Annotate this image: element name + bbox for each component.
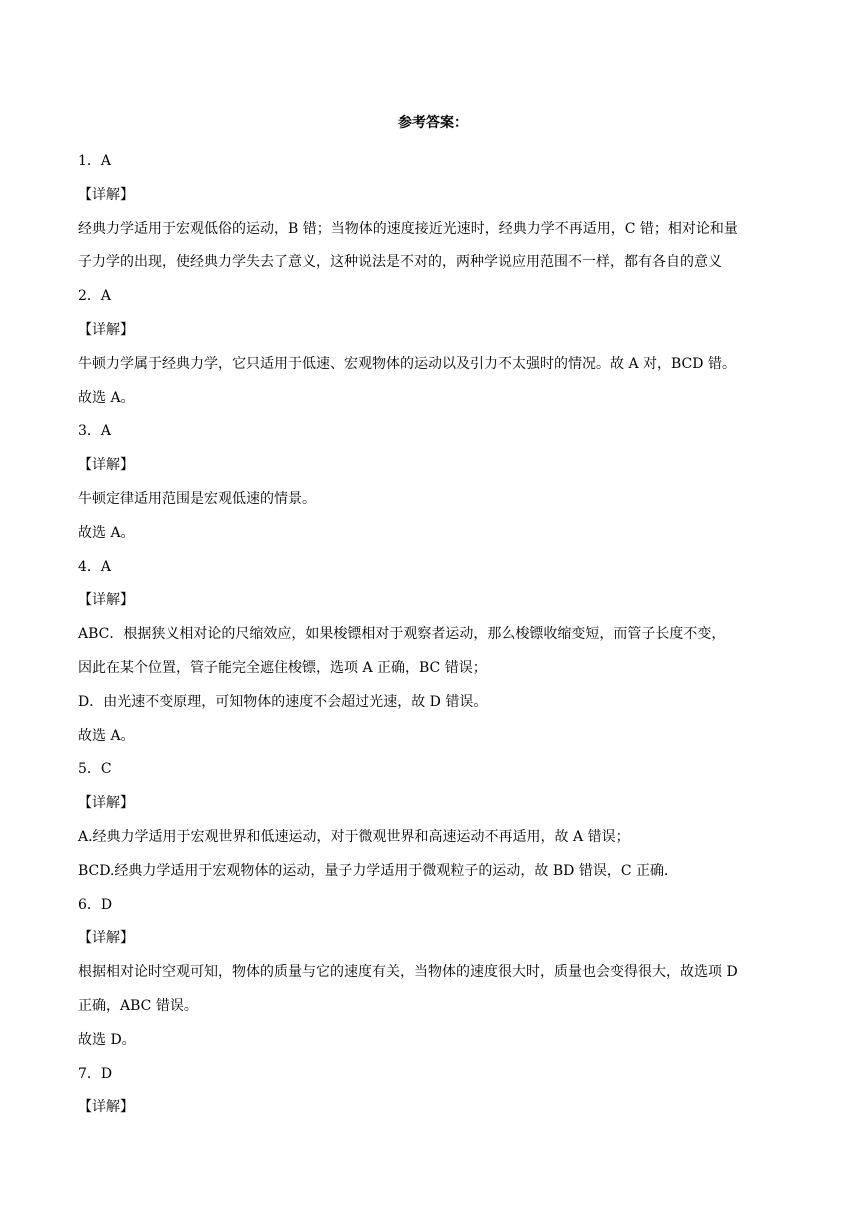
q1-detail-heading: 【详解】 [78,186,134,203]
q4-explanation-line: 因此在某个位置，管子能完全遮住梭镖，选项 A 正确，BC 错误； [78,659,487,676]
q5-explanation-line: BCD.经典力学适用于宏观物体的运动，量子力学适用于微观粒子的运动，故 BD 错误，C 正确． [78,862,679,879]
q5-number: 5．C [78,761,112,778]
q2-number: 2．A [78,288,112,305]
q2-detail-heading: 【详解】 [78,321,134,338]
q3-conclusion: 故选 A。 [78,524,135,541]
q5-detail-heading: 【详解】 [78,795,134,812]
q6-explanation-line: 正确，ABC 错误。 [78,997,198,1014]
q6-conclusion: 故选 D。 [78,1031,136,1048]
q2-conclusion: 故选 A。 [78,389,135,406]
q7-number: 7．D [78,1065,113,1082]
page-title: 参考答案： [398,115,468,131]
q3-number: 3．A [78,423,112,440]
q4-number: 4．A [78,558,112,575]
q3-explanation-line: 牛顿定律适用范围是宏观低速的情景。 [78,490,316,507]
q4-conclusion: 故选 A。 [78,727,135,744]
q1-number: 1．A [78,153,112,169]
q6-detail-heading: 【详解】 [78,930,134,947]
q4-explanation-line: D．由光速不变原理，可知物体的速度不会超过光速，故 D 错误。 [78,693,488,710]
q7-detail-heading: 【详解】 [78,1099,134,1116]
q6-number: 6．D [78,896,113,913]
q4-detail-heading: 【详解】 [78,592,134,609]
answer-body [78,145,788,1125]
q6-explanation-line: 根据相对论时空观可知，物体的质量与它的速度有关，当物体的速度很大时，质量也会变得很大，故选项 D [78,964,738,981]
q1-explanation-line: 子力学的出现，使经典力学失去了意义，这种说法是不对的，两种学说应用范围不一样，都有各自的意义 [78,254,722,271]
q5-explanation-line: A.经典力学适用于宏观世界和低速运动，对于微观世界和高速运动不再适用，故 A 错误； [78,828,630,845]
q3-detail-heading: 【详解】 [78,457,134,474]
q4-explanation-line: ABC．根据狭义相对论的尺缩效应，如果梭镖相对于观察者运动，那么梭镖收缩变短，而管子长度不变， [78,626,726,643]
q1-explanation-line: 经典力学适用于宏观低俗的运动，B 错；当物体的速度接近光速时，经典力学不再适用，C 错；相对论和量 [78,220,738,237]
q2-explanation-line: 牛顿力学属于经典力学，它只适用于低速、宏观物体的运动以及引力不太强时的情况。故 A 对，BCD 错。 [78,355,736,372]
answer-page [78,112,788,1125]
